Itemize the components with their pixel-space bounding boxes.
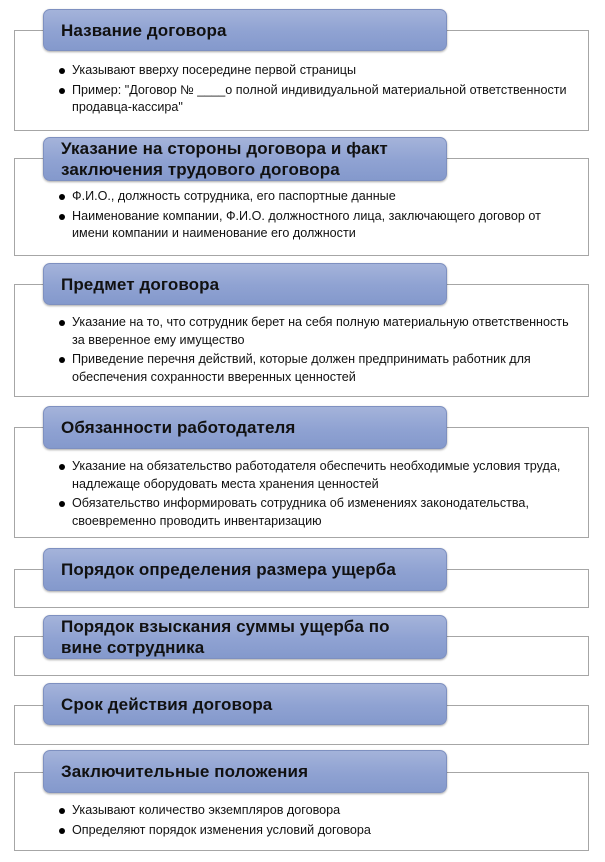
list-item: Приведение перечня действий, которые должен предпринимать работник для обеспечения сохранности вверенных ценностей [58, 351, 578, 386]
section-header-contract-name: Название договора [43, 9, 447, 51]
section-header-term: Срок действия договора [43, 683, 447, 725]
section-list-final-provisions [58, 802, 578, 841]
list-item: Пример: "Договор № ____о полной индивидуальной материальной ответственности продавца-кассира" [58, 82, 578, 117]
list-item: Указывают вверху посередине первой страницы [58, 62, 578, 80]
list-item: Обязательство информировать сотрудника об изменениях законодательства, своевременно проводить инвентаризацию [58, 495, 578, 530]
section-header-subject: Предмет договора [43, 263, 447, 305]
section-header-parties: Указание на стороны договора и факт заключения трудового договора [43, 137, 447, 181]
list-item: Указание на то, что сотрудник берет на себя полную материальную ответственность за вверенное ему имущество [58, 314, 578, 349]
list-item: Указание на обязательство работодателя обеспечить необходимые условия труда, надлежаще оборудовать места хранения ценностей [58, 458, 578, 493]
section-header-final-provisions: Заключительные положения [43, 750, 447, 793]
list-item: Определяют порядок изменения условий договора [58, 822, 578, 840]
section-header-damage-recovery: Порядок взыскания суммы ущерба по вине сотрудника [43, 615, 447, 659]
section-list-contract-name [58, 62, 578, 119]
list-item: Ф.И.О., должность сотрудника, его паспортные данные [58, 188, 578, 206]
list-item: Указывают количество экземпляров договора [58, 802, 578, 820]
section-header-employer-duties: Обязанности работодателя [43, 406, 447, 449]
section-header-damage-amount: Порядок определения размера ущерба [43, 548, 447, 591]
list-item: Наименование компании, Ф.И.О. должностного лица, заключающего договор от имени компании и наименование его должности [58, 208, 578, 243]
section-list-subject [58, 314, 578, 388]
section-list-employer-duties [58, 458, 578, 532]
section-list-parties [58, 188, 578, 245]
